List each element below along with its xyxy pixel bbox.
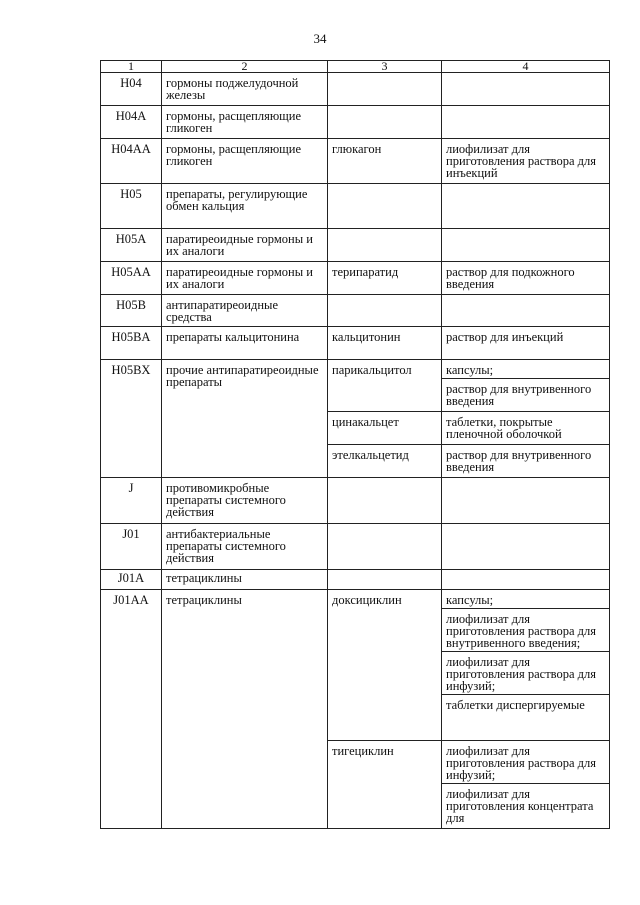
dosage-forms	[442, 412, 610, 445]
dosage-form: лиофилизат для приготовления раствора для инфузий;	[446, 744, 596, 782]
table-row	[101, 590, 610, 741]
header-row	[101, 61, 610, 73]
atc-code: H05A	[101, 229, 162, 262]
column-header: 1	[101, 61, 162, 73]
table-row	[101, 570, 610, 590]
inn-name	[328, 524, 442, 570]
dosage-forms	[442, 184, 610, 229]
dosage-forms	[442, 590, 610, 741]
inn-name: глюкагон	[328, 139, 442, 184]
inn-name: цинакальцет	[328, 412, 442, 445]
atc-code: H05AA	[101, 262, 162, 295]
page-number: 34	[313, 31, 327, 46]
dosage-forms	[442, 741, 610, 829]
dosage-form: лиофилизат для приготовления раствора для инъекций	[446, 142, 596, 180]
dosage-form: лиофилизат для приготовления раствора для инфузий;	[442, 651, 609, 694]
inn-name: кальцитонин	[328, 327, 442, 360]
atc-code: H05B	[101, 295, 162, 327]
inn-name	[328, 295, 442, 327]
atc-group-name: препараты кальцитонина	[162, 327, 328, 360]
atc-group-name: паратиреоидные гормоны и их аналоги	[162, 262, 328, 295]
atc-group-name: прочие антипаратиреоидные препараты	[162, 360, 328, 478]
table-row	[101, 327, 610, 360]
atc-group-name: гормоны, расщепляющие гликоген	[162, 139, 328, 184]
inn-name	[328, 570, 442, 590]
dosage-form: капсулы;	[446, 363, 494, 377]
dosage-forms	[442, 524, 610, 570]
inn-name	[328, 229, 442, 262]
table-row	[101, 295, 610, 327]
inn-name: терипаратид	[328, 262, 442, 295]
atc-code: H04A	[101, 106, 162, 139]
dosage-form: раствор для подкожного введения	[446, 265, 575, 291]
inn-name	[328, 106, 442, 139]
table-row	[101, 360, 610, 412]
atc-code: J01AA	[101, 590, 162, 829]
dosage-forms	[442, 327, 610, 360]
dosage-form: раствор для инъекций	[446, 330, 564, 344]
dosage-form: лиофилизат для приготовления раствора для внутривенного введения;	[442, 608, 609, 651]
inn-name: этелкальцетид	[328, 445, 442, 478]
inn-name: тигециклин	[328, 741, 442, 829]
table-row	[101, 106, 610, 139]
table-row	[101, 524, 610, 570]
dosage-forms	[442, 360, 610, 412]
column-header: 4	[442, 61, 610, 73]
atc-group-name: антипаратиреоидные средства	[162, 295, 328, 327]
dosage-forms	[442, 570, 610, 590]
inn-name	[328, 478, 442, 524]
dosage-forms	[442, 73, 610, 106]
atc-code: H05BX	[101, 360, 162, 478]
table-row	[101, 139, 610, 184]
dosage-form: раствор для внутривенного введения	[442, 378, 609, 409]
table-row	[101, 478, 610, 524]
dosage-forms	[442, 295, 610, 327]
atc-code: H05	[101, 184, 162, 229]
table-row	[101, 184, 610, 229]
dosage-form: таблетки, покрытые пленочной оболочкой	[446, 415, 562, 441]
table-row	[101, 229, 610, 262]
inn-name	[328, 73, 442, 106]
dosage-forms	[442, 262, 610, 295]
inn-name: доксициклин	[328, 590, 442, 741]
dosage-forms	[442, 229, 610, 262]
dosage-form: лиофилизат для приготовления концентрата для	[442, 783, 609, 826]
table-row	[101, 73, 610, 106]
atc-code: J01	[101, 524, 162, 570]
atc-code: J	[101, 478, 162, 524]
atc-code: H04AA	[101, 139, 162, 184]
table-row	[101, 262, 610, 295]
column-header: 2	[162, 61, 328, 73]
atc-group-name: гормоны поджелудочной железы	[162, 73, 328, 106]
atc-code: H05BA	[101, 327, 162, 360]
atc-code: J01A	[101, 570, 162, 590]
atc-group-name: тетрациклины	[162, 570, 328, 590]
inn-name: парикальцитол	[328, 360, 442, 412]
dosage-forms	[442, 478, 610, 524]
atc-group-name: противомикробные препараты системного действия	[162, 478, 328, 524]
drug-table	[100, 60, 610, 829]
dosage-form: капсулы;	[446, 593, 494, 607]
dosage-form: раствор для внутривенного введения	[446, 448, 592, 474]
atc-code: H04	[101, 73, 162, 106]
atc-group-name: тетрациклины	[162, 590, 328, 829]
dosage-forms	[442, 106, 610, 139]
atc-group-name: антибактериальные препараты системного действия	[162, 524, 328, 570]
atc-group-name: гормоны, расщепляющие гликоген	[162, 106, 328, 139]
atc-group-name: препараты, регулирующие обмен кальция	[162, 184, 328, 229]
dosage-forms	[442, 445, 610, 478]
column-header: 3	[328, 61, 442, 73]
inn-name	[328, 184, 442, 229]
atc-group-name: паратиреоидные гормоны и их аналоги	[162, 229, 328, 262]
dosage-form: таблетки диспергируемые	[442, 694, 609, 713]
dosage-forms	[442, 139, 610, 184]
